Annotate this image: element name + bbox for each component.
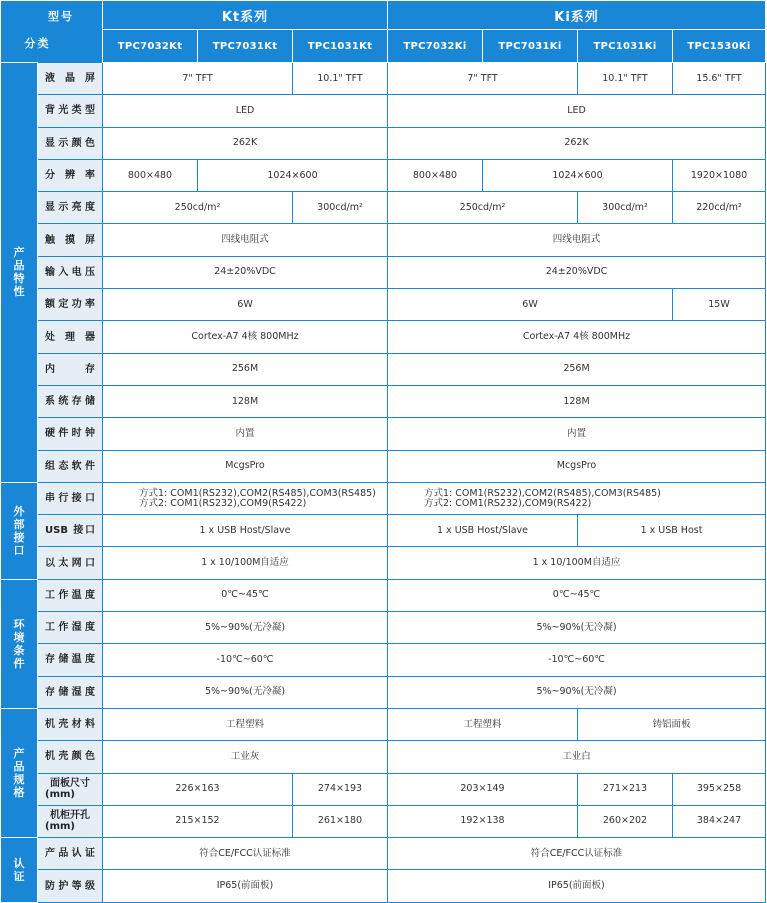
spec-value: 5%~90%(无冷凝) xyxy=(388,612,766,644)
spec-value: 5%~90%(无冷凝) xyxy=(103,612,388,644)
corner-header xyxy=(1,1,103,63)
table-row xyxy=(1,289,766,321)
table-row xyxy=(1,353,766,385)
spec-value: 6W xyxy=(388,289,673,321)
spec-value: 250cd/m² xyxy=(388,192,578,224)
table-row xyxy=(1,579,766,611)
spec-value: 1920×1080 xyxy=(673,159,766,191)
table-row xyxy=(1,95,766,127)
spec-value: 符合CE/FCC认证标准 xyxy=(103,838,388,870)
table-row xyxy=(1,127,766,159)
spec-value-line: 方式2: COM1(RS232),COM9(RS422) xyxy=(424,497,592,509)
spec-value: 274×193 xyxy=(293,773,388,805)
spec-value: 15W xyxy=(673,289,766,321)
row-label: 面板尺寸 (mm) xyxy=(38,773,103,805)
spec-value-multiline xyxy=(103,482,388,514)
row-label: 液晶屏 xyxy=(38,63,103,95)
row-label: 存储温度 xyxy=(38,644,103,676)
spec-value: 395×258 xyxy=(673,773,766,805)
model-header: TPC1031Kt xyxy=(293,30,388,63)
series-header-row xyxy=(1,1,766,30)
spec-value: 220cd/m² xyxy=(673,192,766,224)
row-label: 工作温度 xyxy=(38,579,103,611)
category-label: 产品规格 xyxy=(13,747,25,800)
model-header: TPC7032Kt xyxy=(103,30,198,63)
spec-value: LED xyxy=(103,95,388,127)
spec-value: 24±20%VDC xyxy=(103,256,388,288)
spec-value: 10.1" TFT xyxy=(293,63,388,95)
spec-value: -10℃~60℃ xyxy=(388,644,766,676)
spec-value: McgsPro xyxy=(103,450,388,482)
spec-value: 工程塑料 xyxy=(388,708,578,740)
spec-value: 0℃~45℃ xyxy=(103,579,388,611)
table-row xyxy=(1,256,766,288)
table-row xyxy=(1,63,766,95)
row-label: 存储湿度 xyxy=(38,676,103,708)
spec-value: 261×180 xyxy=(293,805,388,837)
series-header-kt: Kt系列 xyxy=(103,1,388,30)
spec-value: 6W xyxy=(103,289,388,321)
row-label: 分辨率 xyxy=(38,159,103,191)
row-label: 显示颜色 xyxy=(38,127,103,159)
spec-value-line: 方式2: COM1(RS232),COM9(RS422) xyxy=(139,497,307,509)
spec-value: 128M xyxy=(388,385,766,417)
model-header-label: 型号 xyxy=(48,9,74,23)
spec-value: 1 x 10/100M自适应 xyxy=(103,547,388,579)
spec-value: 24±20%VDC xyxy=(388,256,766,288)
row-label: 系统存储 xyxy=(38,385,103,417)
series-header-ki: Ki系列 xyxy=(388,1,766,30)
table-row xyxy=(1,612,766,644)
row-label: 防护等级 xyxy=(38,870,103,902)
spec-value: 10.1" TFT xyxy=(578,63,673,95)
category-label: 认证 xyxy=(13,856,25,883)
spec-value: 192×138 xyxy=(388,805,578,837)
table-row xyxy=(1,385,766,417)
spec-value: 262K xyxy=(103,127,388,159)
table-row xyxy=(1,321,766,353)
spec-value: 256M xyxy=(388,353,766,385)
model-header: TPC1530Ki xyxy=(673,30,766,63)
table-row xyxy=(1,418,766,450)
table-row xyxy=(1,870,766,902)
spec-value-line: 方式1: COM1(RS232),COM2(RS485),COM3(RS485) xyxy=(139,487,376,499)
spec-value: 1 x USB Host xyxy=(578,515,766,547)
spec-value: 384×247 xyxy=(673,805,766,837)
spec-value: 226×163 xyxy=(103,773,293,805)
row-label: USB 接口 xyxy=(38,515,103,547)
spec-value: 271×213 xyxy=(578,773,673,805)
category-header-label: 分类 xyxy=(24,37,51,50)
spec-value: 256M xyxy=(103,353,388,385)
spec-value: 四线电阻式 xyxy=(103,224,388,256)
row-label: 工作湿度 xyxy=(38,612,103,644)
row-label: 以太网口 xyxy=(38,547,103,579)
table-row xyxy=(1,676,766,708)
category-label: 环境条件 xyxy=(13,617,25,670)
spec-value: Cortex-A7 4核 800MHz xyxy=(388,321,766,353)
spec-value: 内置 xyxy=(103,418,388,450)
row-label: 背光类型 xyxy=(38,95,103,127)
row-label: 触摸屏 xyxy=(38,224,103,256)
row-label: 处理器 xyxy=(38,321,103,353)
spec-value: 15.6" TFT xyxy=(673,63,766,95)
spec-value: 0℃~45℃ xyxy=(388,579,766,611)
row-label: 机壳颜色 xyxy=(38,741,103,773)
row-label: 内存 xyxy=(38,353,103,385)
spec-value: 工业灰 xyxy=(103,741,388,773)
spec-value: 800×480 xyxy=(103,159,198,191)
model-header-row xyxy=(1,30,766,63)
spec-value: 符合CE/FCC认证标准 xyxy=(388,838,766,870)
spec-value: 300cd/m² xyxy=(578,192,673,224)
table-row xyxy=(1,450,766,482)
table-row xyxy=(1,838,766,870)
spec-value: 7" TFT xyxy=(103,63,293,95)
model-header: TPC7032Ki xyxy=(388,30,483,63)
row-label: 串行接口 xyxy=(38,482,103,514)
spec-value: 1 x USB Host/Slave xyxy=(388,515,578,547)
spec-value: IP65(前面板) xyxy=(103,870,388,902)
table-row xyxy=(1,773,766,805)
spec-value: McgsPro xyxy=(388,450,766,482)
spec-value: 工业白 xyxy=(388,741,766,773)
table-row xyxy=(1,224,766,256)
spec-value: 203×149 xyxy=(388,773,578,805)
spec-value: 铸铝面板 xyxy=(578,708,766,740)
table-row xyxy=(1,741,766,773)
spec-value: 250cd/m² xyxy=(103,192,293,224)
category-label: 外部接口 xyxy=(13,504,25,557)
row-label: 组态软件 xyxy=(38,450,103,482)
table-row xyxy=(1,708,766,740)
spec-value: 262K xyxy=(388,127,766,159)
category-cell xyxy=(1,838,38,903)
category-label: 产品特性 xyxy=(13,246,25,299)
row-label: 机柜开孔 (mm) xyxy=(38,805,103,837)
spec-value: 800×480 xyxy=(388,159,483,191)
spec-value: 工程塑料 xyxy=(103,708,388,740)
spec-value: 1 x USB Host/Slave xyxy=(103,515,388,547)
model-header: TPC7031Kt xyxy=(198,30,293,63)
spec-value: 215×152 xyxy=(103,805,293,837)
spec-value: LED xyxy=(388,95,766,127)
table-row xyxy=(1,547,766,579)
spec-value: 5%~90%(无冷凝) xyxy=(103,676,388,708)
spec-value: 300cd/m² xyxy=(293,192,388,224)
spec-value: 1 x 10/100M自适应 xyxy=(388,547,766,579)
spec-value: IP65(前面板) xyxy=(388,870,766,902)
category-cell xyxy=(1,579,38,708)
row-label: 额定功率 xyxy=(38,289,103,321)
spec-value: 1024×600 xyxy=(483,159,673,191)
spec-value: Cortex-A7 4核 800MHz xyxy=(103,321,388,353)
row-label: 显示亮度 xyxy=(38,192,103,224)
spec-value: 260×202 xyxy=(578,805,673,837)
table-row xyxy=(1,805,766,837)
spec-value: 7" TFT xyxy=(388,63,578,95)
spec-value: -10℃~60℃ xyxy=(103,644,388,676)
category-cell xyxy=(1,708,38,837)
spec-value-line: 方式1: COM1(RS232),COM2(RS485),COM3(RS485) xyxy=(424,487,661,499)
row-label: 输入电压 xyxy=(38,256,103,288)
spec-value: 128M xyxy=(103,385,388,417)
spec-value: 内置 xyxy=(388,418,766,450)
row-label: 机壳材料 xyxy=(38,708,103,740)
category-cell xyxy=(1,63,38,483)
table-row xyxy=(1,644,766,676)
spec-value: 1024×600 xyxy=(198,159,388,191)
spec-value: 四线电阻式 xyxy=(388,224,766,256)
row-label: 硬件时钟 xyxy=(38,418,103,450)
category-cell xyxy=(1,482,38,579)
table-row xyxy=(1,159,766,191)
model-header: TPC1031Ki xyxy=(578,30,673,63)
model-header: TPC7031Ki xyxy=(483,30,578,63)
spec-value: 5%~90%(无冷凝) xyxy=(388,676,766,708)
table-row xyxy=(1,482,766,514)
spec-table-body xyxy=(1,63,766,903)
table-row xyxy=(1,192,766,224)
spec-value-multiline xyxy=(388,482,766,514)
row-label: 产品认证 xyxy=(38,838,103,870)
table-row xyxy=(1,515,766,547)
